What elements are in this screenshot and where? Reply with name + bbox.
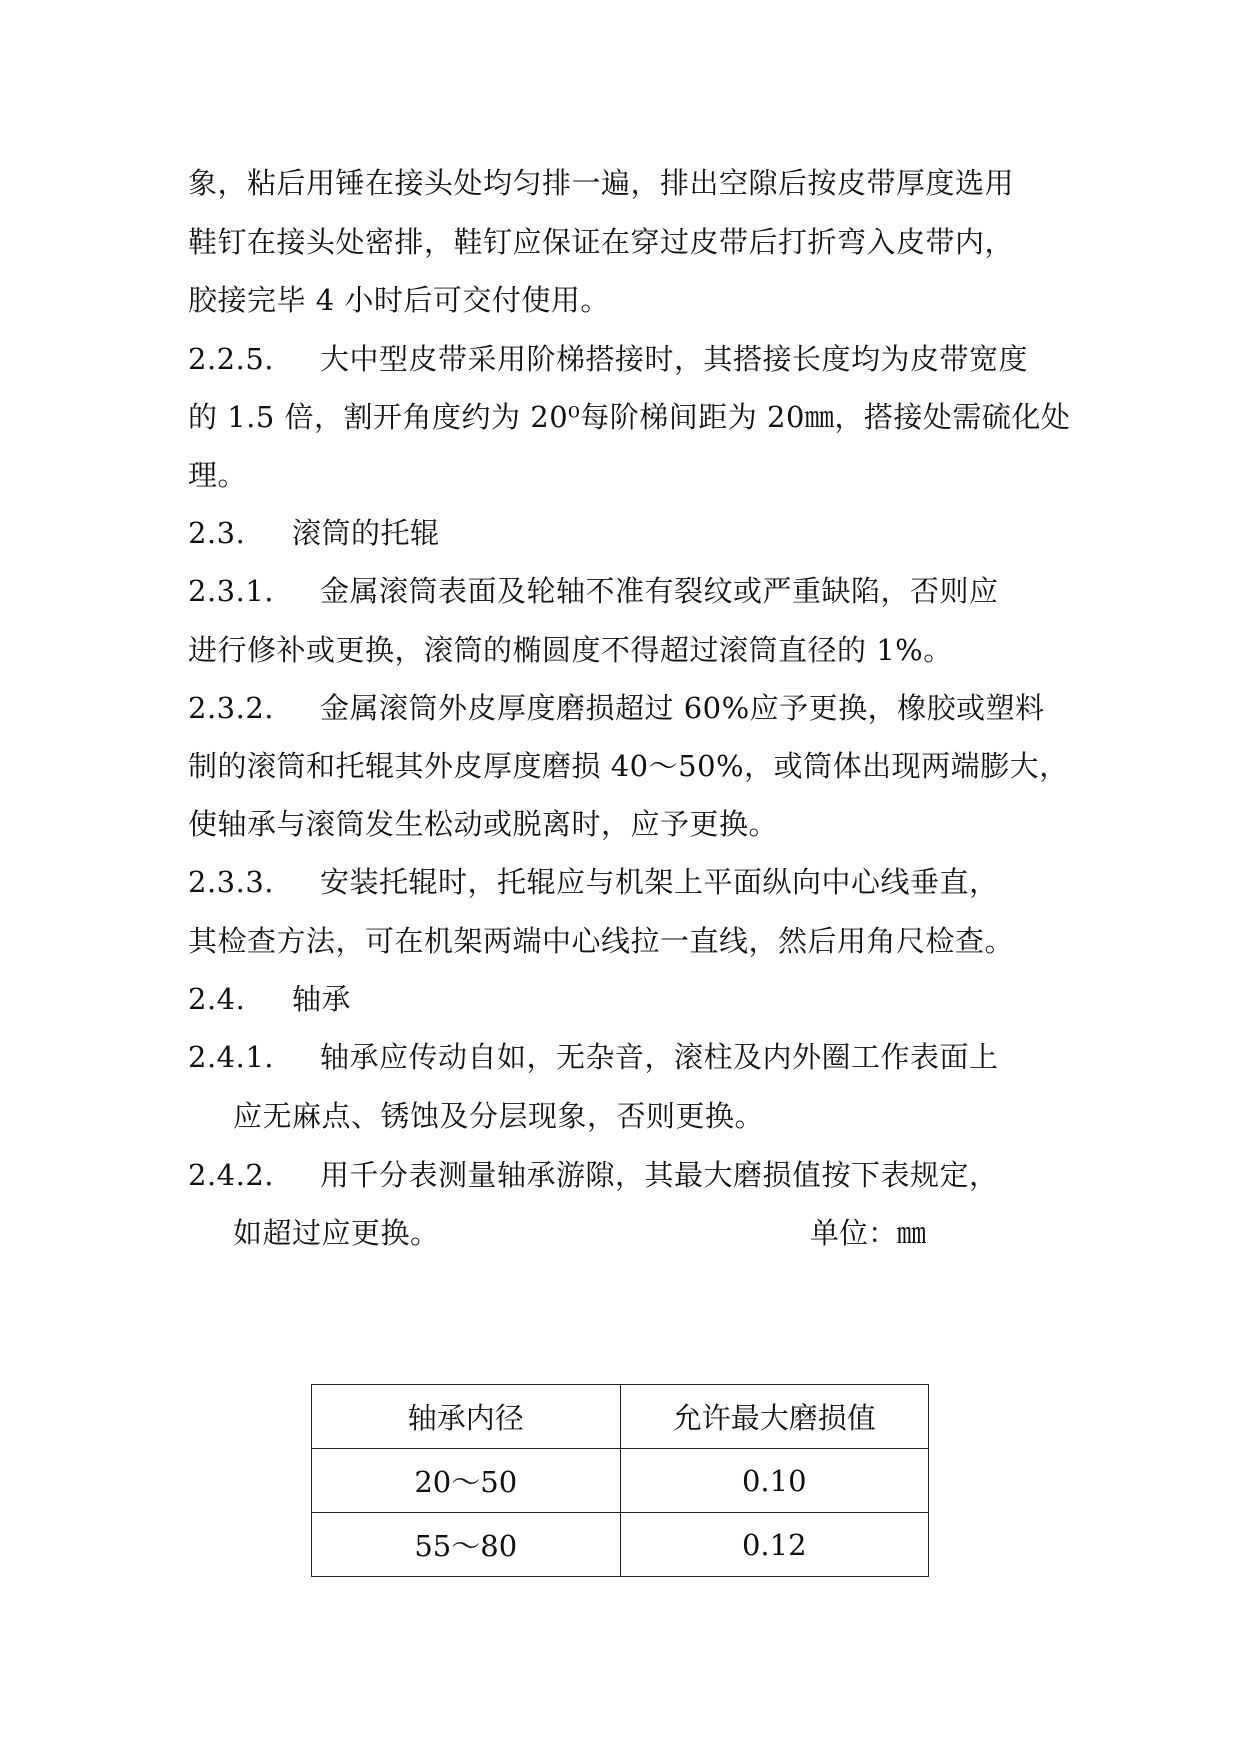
section-2-4-heading: [188, 979, 1058, 1019]
table-cell: 55～80: [312, 1513, 621, 1577]
section-text: 安装托辊时，托辊应与机架上平面纵向中心线垂直，: [320, 865, 999, 899]
table-header-row: [312, 1385, 929, 1449]
paragraph-line: 其检查方法，可在机架两端中心线拉一直线，然后用角尺检查。: [188, 924, 1015, 958]
section-number: 2.2.5.: [188, 342, 275, 376]
section-number: 2.3.1.: [188, 574, 275, 608]
paragraph-line: 进行修补或更换，滚筒的椭圆度不得超过滚筒直径的 1%。: [188, 633, 953, 667]
paragraph-line: 鞋钉在接头处密排，鞋钉应保证在穿过皮带后打折弯入皮带内，: [188, 225, 1015, 259]
section-2-4-1: [188, 1037, 1058, 1077]
section-number: 2.3.3.: [188, 865, 275, 899]
paragraph-line: 的 1.5 倍，割开角度约为 20⁰每阶梯间距为 20㎜，搭接处需硫化处: [188, 400, 1071, 434]
unit-label: 单位：㎜: [810, 1216, 927, 1250]
section-2-2-5: [188, 339, 1058, 379]
section-number: 2.4.2.: [188, 1158, 275, 1192]
paragraph-line: 理。: [188, 458, 248, 492]
table-header-cell: 允许最大磨损值: [620, 1385, 929, 1449]
section-number: 2.3.: [188, 516, 246, 550]
section-text: 轴承应传动自如，无杂音，滚柱及内外圈工作表面上: [320, 1040, 999, 1074]
section-2-4-2: [188, 1155, 1058, 1195]
paragraph-line: 象，粘后用锤在接头处均匀排一遍，排出空隙后按皮带厚度选用: [188, 166, 1015, 200]
section-text: 用千分表测量轴承游隙，其最大磨损值按下表规定，: [320, 1158, 999, 1192]
table-row: [312, 1449, 929, 1513]
paragraph-line: 如超过应更换。: [233, 1216, 440, 1250]
section-title: 轴承: [292, 982, 352, 1016]
paragraph-line: 制的滚筒和托辊其外皮厚度磨损 40～50%，或筒体出现两端膨大，: [188, 749, 1069, 783]
section-title: 滚筒的托辊: [292, 516, 440, 550]
section-number: 2.4.: [188, 982, 246, 1016]
table-header-cell: 轴承内径: [312, 1385, 621, 1449]
table-cell: 20～50: [312, 1449, 621, 1513]
section-number: 2.4.1.: [188, 1040, 275, 1074]
bearing-wear-table: [311, 1384, 929, 1577]
section-2-3-heading: [188, 513, 1058, 553]
section-text: 金属滚筒表面及轮轴不准有裂纹或严重缺陷，否则应: [320, 574, 999, 608]
table-row: [312, 1513, 929, 1577]
table-cell: 0.12: [620, 1513, 929, 1577]
section-number: 2.3.2.: [188, 691, 275, 725]
paragraph-line: 使轴承与滚筒发生松动或脱离时，应予更换。: [188, 807, 779, 841]
section-text: 大中型皮带采用阶梯搭接时，其搭接长度均为皮带宽度: [320, 342, 1029, 376]
paragraph-line: 胶接完毕 4 小时后可交付使用。: [188, 283, 610, 317]
table-cell: 0.10: [620, 1449, 929, 1513]
section-2-3-1: [188, 571, 1058, 611]
section-2-3-3: [188, 862, 1058, 902]
section-2-3-2: [188, 688, 1058, 728]
section-text: 金属滚筒外皮厚度磨损超过 60%应予更换，橡胶或塑料: [320, 691, 1045, 725]
paragraph-line: 应无麻点、锈蚀及分层现象，否则更换。: [233, 1099, 765, 1133]
